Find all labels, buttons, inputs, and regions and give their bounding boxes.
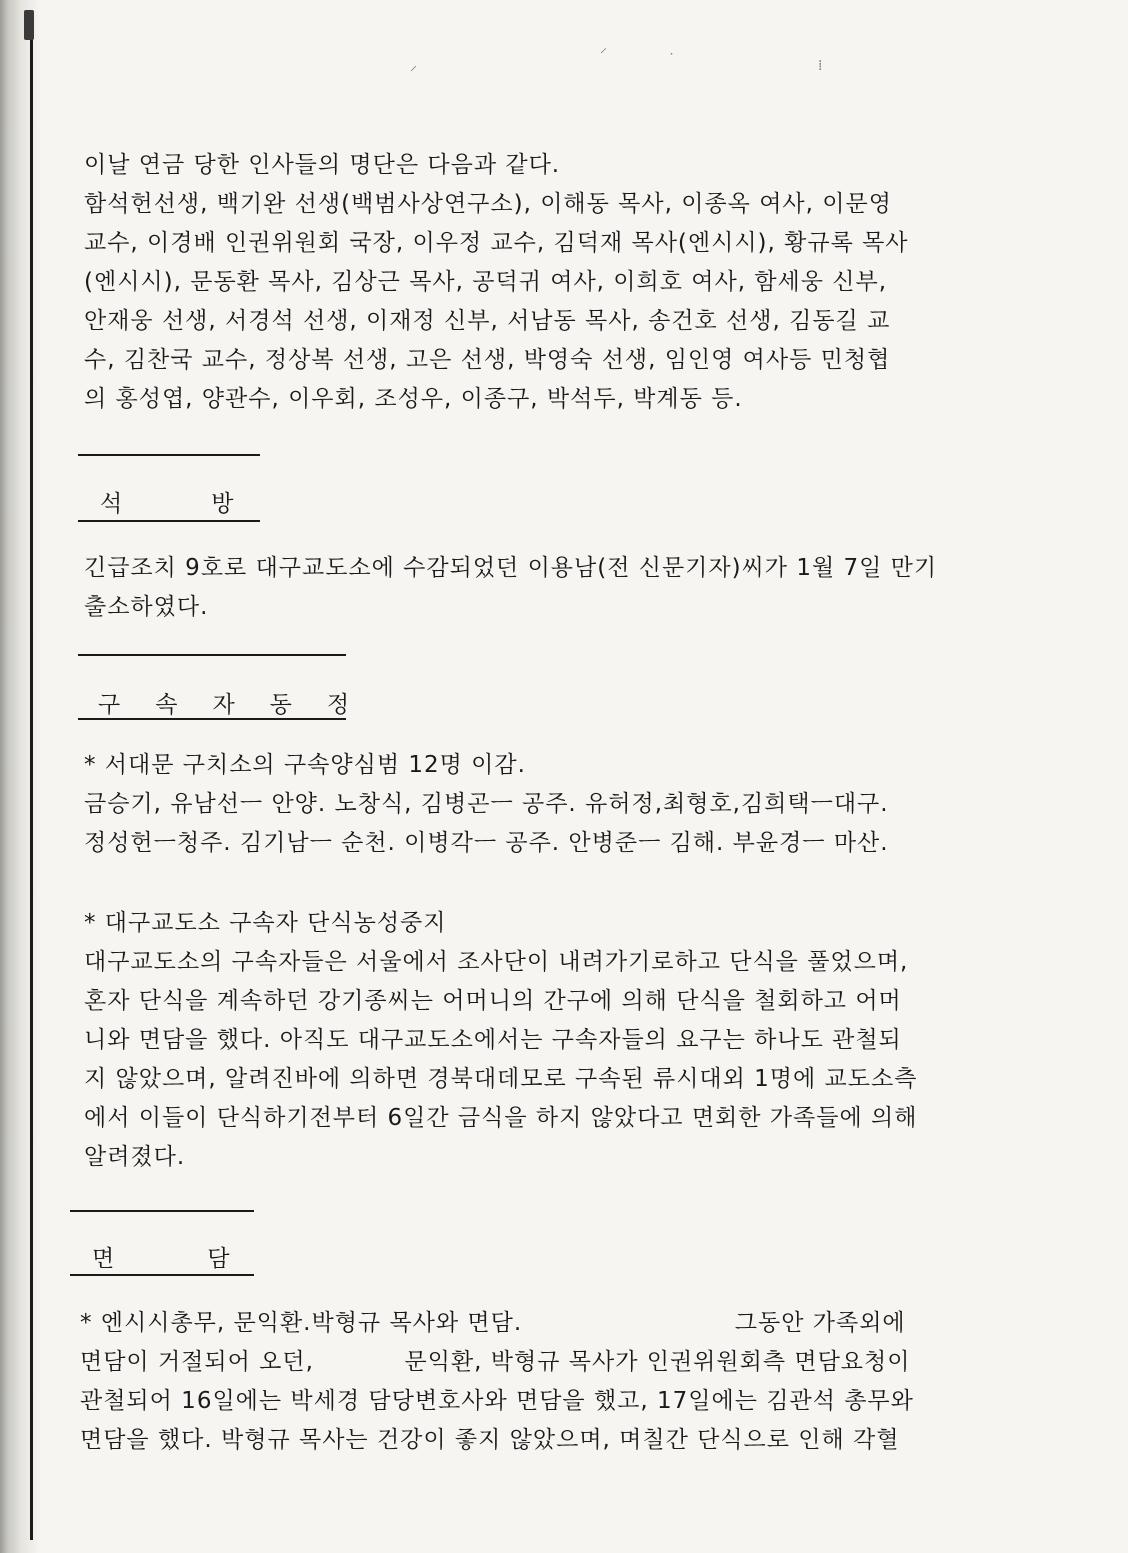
item-line: 지 않았으며, 알려진바에 의하면 경북대데모로 구속된 류시대외 1명에 교도소측 xyxy=(84,1066,918,1092)
intro-line: 함석헌선생, 백기완 선생(백범사상연구소), 이해동 목사, 이종옥 여사, 이문영 xyxy=(84,191,892,217)
title-char: 담 xyxy=(207,1246,231,1272)
item-line-part: 문익환, 박형규 목사가 인권위원회측 면담요청이 xyxy=(404,1349,911,1375)
item-title: * 대구교도소 구속자 단식농성중지 xyxy=(84,910,447,936)
title-char: 구 xyxy=(98,692,122,718)
scan-speck: ⸝ xyxy=(410,58,417,74)
title-char: 방 xyxy=(211,491,235,517)
release-line: 긴급조치 9호로 대구교도소에 수감되었던 이용남(전 신문기자)씨가 1월 7일 만기 xyxy=(84,555,938,581)
title-char: 정 xyxy=(326,692,351,718)
section-rule-bottom xyxy=(78,718,346,720)
section-title-detainees xyxy=(98,686,350,719)
binding-edge-mark xyxy=(24,10,34,40)
title-char: 동 xyxy=(269,692,293,718)
binding-edge-line xyxy=(30,20,33,1540)
section-rule-top xyxy=(78,454,260,456)
item-line: 정성헌ㅡ청주. 김기남ㅡ 순천. 이병각ㅡ 공주. 안병준ㅡ 김해. 부윤경ㅡ 마산. xyxy=(84,830,889,856)
item-line: 관철되어 16일에는 박세경 담당변호사와 면담을 했고, 17일에는 김관석 총무와 xyxy=(80,1388,914,1414)
item-line: 면담을 했다. 박형규 목사는 건강이 좋지 않았으며, 며칠간 단식으로 인해 각혈 xyxy=(80,1427,900,1453)
detainees-item-hunger-strike xyxy=(84,904,1044,1177)
interview-item xyxy=(80,1304,1040,1460)
scan-speck: ⸍ xyxy=(600,46,607,62)
title-char: 면 xyxy=(92,1246,116,1272)
section-title-interview xyxy=(92,1240,230,1273)
item-line: 대구교도소의 구속자들은 서울에서 조사단이 내려가기로하고 단식을 풀었으며, xyxy=(84,949,909,975)
scan-speck: ˙ xyxy=(668,52,675,68)
section-rule-top xyxy=(70,1210,254,1212)
section-rule-bottom xyxy=(70,1274,254,1276)
intro-line: 수, 김찬국 교수, 정상복 선생, 고은 선생, 박영숙 선생, 임인영 여사등 민청협 xyxy=(84,347,891,373)
item-line-part: 면담이 거절되어 오던, xyxy=(80,1349,314,1375)
item-title: * 서대문 구치소의 구속양심범 12명 이감. xyxy=(84,752,526,778)
item-line: 금승기, 유남선ㅡ 안양. 노창식, 김병곤ㅡ 공주. 유허정,최형호,김희택ㅡ대구. xyxy=(84,791,889,817)
scan-speck: ⁞ xyxy=(818,58,823,74)
title-char: 석 xyxy=(100,491,124,517)
binding-edge-shadow xyxy=(0,0,40,1553)
item-title-row xyxy=(80,1304,1040,1343)
intro-line: 의 홍성엽, 양관수, 이우회, 조성우, 이종구, 박석두, 박계동 등. xyxy=(84,386,743,412)
item-line: 알려졌다. xyxy=(84,1144,186,1170)
release-section xyxy=(84,549,1044,627)
section-rule-top xyxy=(78,654,346,656)
section-title-release xyxy=(100,485,234,518)
item-title: * 엔시시총무, 문익환.박형규 목사와 면담. xyxy=(80,1310,523,1336)
item-line xyxy=(80,1343,1040,1382)
item-line: 니와 면담을 했다. 아직도 대구교도소에서는 구속자들의 요구는 하나도 관철되 xyxy=(84,1027,902,1053)
item-line: 혼자 단식을 계속하던 강기종씨는 어머니의 간구에 의해 단식을 철회하고 어머 xyxy=(84,988,902,1014)
intro-line: 안재웅 선생, 서경석 선생, 이재정 신부, 서남동 목사, 송건호 선생, 김동길 교 xyxy=(84,308,891,334)
release-line: 출소하였다. xyxy=(84,594,209,620)
intro-heading-line: 이날 연금 당한 인사들의 명단은 다음과 같다. xyxy=(84,152,561,178)
intro-section xyxy=(84,146,1044,419)
section-rule-bottom xyxy=(78,520,260,522)
intro-line: (엔시시), 문동환 목사, 김상근 목사, 공덕귀 여사, 이희호 여사, 함세웅 신부, xyxy=(84,269,888,295)
item-line: 에서 이들이 단식하기전부터 6일간 금식을 하지 않았다고 면회한 가족들에 의해 xyxy=(84,1105,918,1131)
detainees-item-transfer xyxy=(84,746,1044,863)
item-title-tail: 그동안 가족외에 xyxy=(734,1310,906,1336)
title-char: 속 xyxy=(155,692,179,718)
title-char: 자 xyxy=(212,692,236,718)
intro-line: 교수, 이경배 인권위원회 국장, 이우정 교수, 김덕재 목사(엔시시), 황규록 목사 xyxy=(84,230,909,256)
